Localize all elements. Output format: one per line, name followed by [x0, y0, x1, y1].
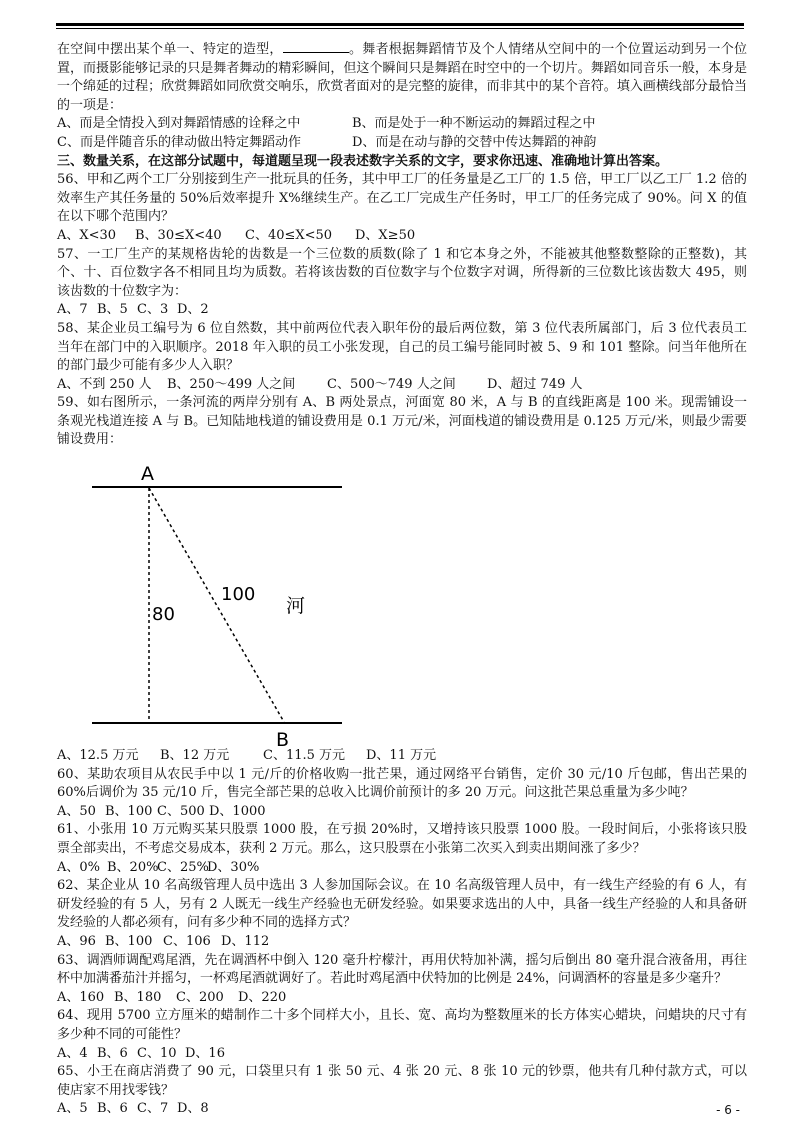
page-content [57, 40, 747, 1119]
option: A、不到 250 人 [57, 376, 152, 392]
distance-label: 100 [221, 584, 256, 606]
option: A、5 [57, 1101, 88, 1117]
intro-option-b: B、而是处于一种不断运动的舞蹈过程之中 [352, 116, 596, 132]
page-number: - 6 - [716, 1103, 740, 1117]
question-65-options [57, 1100, 747, 1119]
intro-option-a: A、而是全情投入到对舞蹈情感的诠释之中 [57, 116, 301, 132]
intro-option-d: D、而是在动与静的交替中传达舞蹈的神韵 [352, 134, 597, 150]
intro-passage: 在空间中摆出某个单一、特定的造型， 。舞者根据舞蹈情节及个人情绪从空间中的一个位置运动到另一个位置，而摄影能够记录的只是舞者舞动的精彩瞬间，但这个瞬间只是舞蹈在时空中的一个切片。舞蹈如同音乐一般，本身是一个绵延的过程；欣赏舞蹈如同欣赏交响乐，欣赏者面对的是完整的旋律，而非其中的某个音符。填入画横线部分最恰当的一项是： [57, 42, 747, 113]
option: B、6 [97, 1101, 128, 1117]
question-64: 64、现用 5700 立方厘米的蜡制作二十多个同样大小，且长、宽、高均为整数厘米的长方体实心蜡块，问蜡块的尺寸有多少种不同的可能性？ [57, 1008, 747, 1042]
option: B、180 [114, 989, 162, 1005]
question-62-options [57, 933, 747, 952]
intro-options-row2 [57, 134, 747, 153]
option: B、100 [105, 803, 153, 819]
option: A、12.5 万元 [57, 748, 139, 764]
option: C、500 [157, 803, 205, 819]
option: D、16 [185, 1045, 225, 1061]
option: C、10 [137, 1045, 177, 1061]
option: D、112 [221, 934, 270, 949]
option: C、3 [137, 302, 169, 318]
question-61-options [57, 859, 747, 878]
question-60-options [57, 803, 747, 822]
point-b-label: B [276, 729, 290, 748]
option: C、106 [163, 934, 211, 949]
question-63-options [57, 989, 747, 1008]
header-rule-thin [56, 28, 744, 29]
option: C、500～749 人之间 [327, 376, 456, 392]
option: A、50 [57, 803, 96, 819]
question-62: 62、某企业从 10 名高级管理人员中选出 3 人参加国际会议。在 10 名高级管理人员中，有一线生产经验的有 6 人，有研发经验的有 5 人，另有 2 人既无一线生产经验也无研发经验。如果要求选出的人中，具备一线生产经验的人和具备研发经验的人都必须有，问有多少种不同的选择方式？ [57, 878, 747, 931]
question-57-options [57, 301, 747, 320]
option: C、40≤X<50 [245, 227, 333, 243]
option: C、25% [157, 859, 209, 875]
option: B、5 [97, 302, 128, 318]
question-63: 63、调酒师调配鸡尾酒，先在调酒杯中倒入 120 毫升柠檬汁，再用伏特加补满，摇匀后倒出 80 毫升混合液备用，再往杯中加满番茄汁并摇匀，一杯鸡尾酒就调好了。若此时鸡尾酒中伏特加的比例是 24%，问调酒杯的容量是多少毫升？ [57, 952, 747, 987]
question-60: 60、某助农项目从农民手中以 1 元/斤的价格收购一批芒果，通过网络平台销售，定价 30 元/10 斤包邮，售出芒果的 60%后调价为 35 元/10 斤，售完全部芒果的总收入比调价前预计的多 20 万元。问这批芒果总重量为多少吨？ [57, 766, 747, 801]
option: A、160 [57, 989, 105, 1005]
question-65: 65、小王在商店消费了 90 元，口袋里只有 1 张 50 元、4 张 20 元、8 张 10 元的钞票，他共有几种付款方式，可以使店家不用找零钱？ [57, 1064, 747, 1098]
option: B、12 万元 [160, 748, 230, 764]
intro-option-c: C、而是伴随音乐的律动做出特定舞蹈动作 [57, 134, 301, 150]
option: B、20% [107, 859, 159, 875]
fill-blank [283, 40, 349, 53]
option: C、7 [137, 1101, 169, 1117]
intro-options-row1 [57, 115, 747, 134]
option: B、30≤X<40 [135, 227, 222, 243]
option: D、8 [177, 1101, 209, 1117]
option: B、100 [105, 934, 153, 949]
question-61: 61、小张用 10 万元购买某只股票 1000 股，在亏损 20%时，又增持该只股票 1000 股。一段时间后，小张将该只股票全部卖出，不考虑交易成本，获利 2 万元。那么，这只股票在小张第二次买入到卖出期间涨了多少？ [57, 822, 747, 857]
header-rule-thick [56, 23, 744, 26]
option: A、4 [57, 1045, 88, 1061]
question-58-options [57, 376, 747, 395]
river-diagram [57, 450, 747, 747]
river-label: 河 [286, 595, 306, 618]
option: D、X≥50 [355, 227, 416, 243]
option: D、超过 749 人 [487, 376, 583, 392]
option: D、2 [177, 302, 209, 318]
question-56: 56、甲和乙两个工厂分别接到生产一批玩具的任务，其中甲工厂的任务量是乙工厂的 1.5 倍，甲工厂以乙工厂 1.2 倍的效率生产其任务量的 50%后效率提升 X%继续生产。在乙工厂完成生产任务时，甲工厂的任务完成了 90%。问 X 的值在以下哪个范围内？ [57, 172, 747, 225]
question-59: 59、如右图所示，一条河流的两岸分别有 A、B 两处景点，河面宽 80 米，A 与 B 的直线距离是 100 米。现需铺设一条观光栈道连接 A 与 B。已知陆地栈道的铺设费用是 0.1 万元/米，河面栈道的铺设费用是 0.125 万元/米，则最少需要铺设费用： [57, 395, 747, 448]
question-58: 58、某企业员工编号为 6 位自然数，其中前两位代表入职年份的最后两位数，第 3 位代表所属部门，后 3 位代表员工当年在部门中的入职顺序。2018 年入职的员工小张发现，自己的员工编号能同时被 5、9 和 101 整除。问当年他所在的部门最少可能有多少人入职？ [57, 320, 747, 374]
option: B、6 [97, 1045, 128, 1061]
question-59-options [57, 747, 747, 766]
option: D、30% [207, 859, 260, 875]
question-57: 57、一工厂生产的某规格齿轮的齿数是一个三位数的质数(除了 1 和它本身之外，不能被其他整数整除的正整数)，其个、十、百位数字各不相同且均为质数。若将该齿数的百位数字与个位数字对调，所得新的三位数比该齿数大 495，则该齿数的十位数字为： [57, 246, 747, 299]
option: D、220 [238, 989, 287, 1005]
option: D、11 万元 [366, 748, 437, 764]
option: C、200 [176, 989, 224, 1005]
width-label: 80 [152, 604, 175, 626]
point-a-label: A [141, 463, 154, 486]
option: A、0% [57, 859, 101, 875]
section-heading: 三、数量关系，在这部分试题中，每道题呈现一段表述数字关系的文字，要求你迅速、准确地计算出答案。 [57, 153, 669, 169]
option: A、7 [57, 302, 88, 318]
question-56-options [57, 227, 747, 246]
option: A、96 [57, 934, 96, 949]
option: C、11.5 万元 [263, 748, 346, 764]
river-diagram-svg [57, 450, 457, 747]
option: D、1000 [209, 803, 266, 819]
option: B、250～499 人之间 [167, 376, 296, 392]
option: A、X<30 [57, 227, 117, 243]
question-64-options [57, 1045, 747, 1064]
